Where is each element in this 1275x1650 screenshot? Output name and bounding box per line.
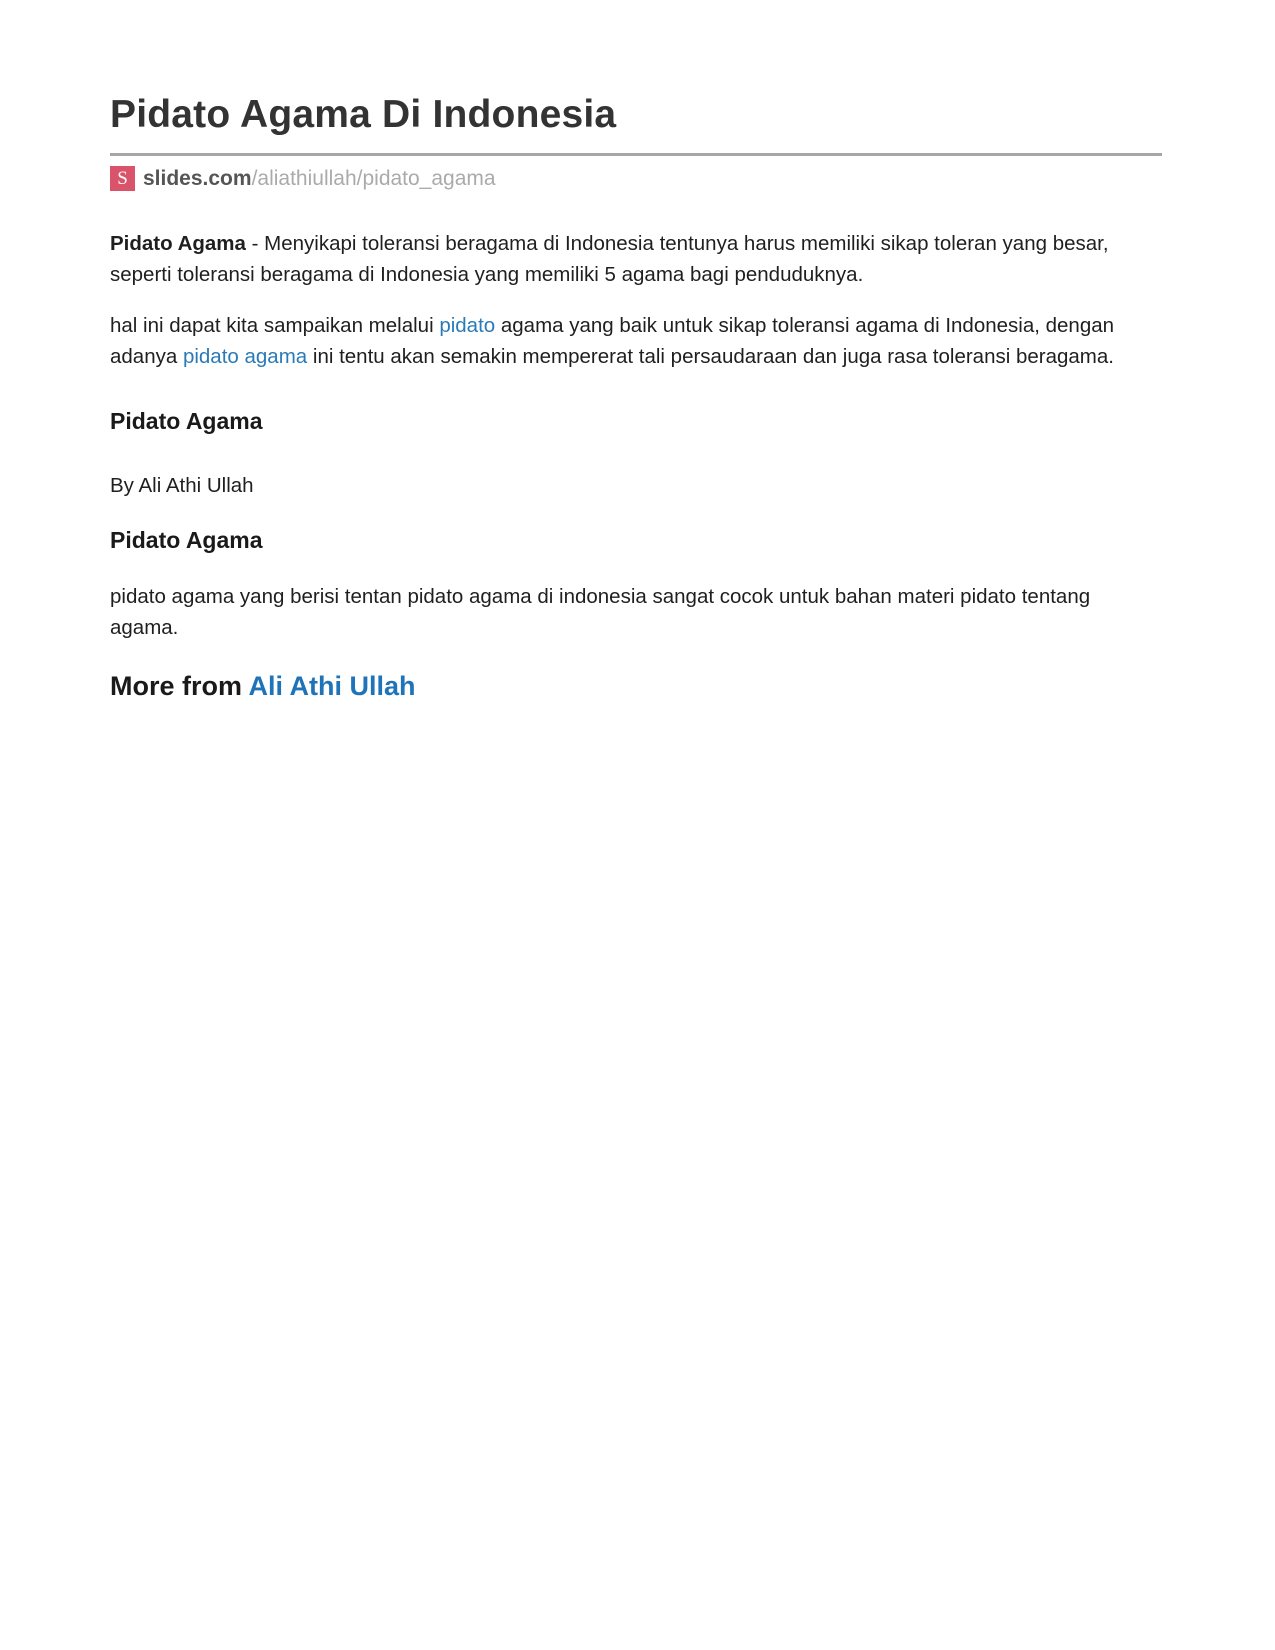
- title-divider: [110, 153, 1162, 156]
- more-from-heading: [110, 669, 1162, 703]
- source-path: /aliathiullah/pidato_agama: [251, 166, 496, 190]
- description-paragraph: pidato agama yang berisi tentan pidato agama di indonesia sangat cocok untuk bahan materi pidato tentang agama.: [110, 584, 1091, 639]
- body-paragraph: [110, 310, 1162, 372]
- pidato-link[interactable]: pidato: [439, 313, 496, 337]
- source-link[interactable]: [110, 166, 1162, 192]
- intro-text: - Menyikapi toleransi beragama di Indonesia tentunya harus memiliki sikap toleran yang besar, seperti toleransi beragama di Indonesia yang memiliki 5 agama bagi penduduknya.: [110, 231, 1109, 286]
- pidato-agama-link[interactable]: pidato agama: [182, 344, 308, 368]
- author-link[interactable]: Ali Athi Ullah: [248, 670, 416, 701]
- intro-paragraph: [110, 228, 1162, 290]
- page-title: Pidato Agama Di Indonesia: [110, 93, 617, 136]
- source-domain: slides.com: [143, 166, 252, 190]
- document-page: [110, 92, 1162, 703]
- description-heading: Pidato Agama: [110, 526, 263, 553]
- author-byline: By Ali Athi Ullah: [110, 473, 254, 497]
- slides-logo-icon: S: [110, 166, 135, 191]
- section-heading: Pidato Agama: [110, 407, 263, 434]
- more-from-label: More from: [110, 670, 249, 701]
- body-text-3: ini tentu akan semakin mempererat tali persaudaraan dan juga rasa toleransi beragama.: [307, 344, 1114, 368]
- intro-lead: Pidato Agama: [110, 231, 246, 255]
- body-text-1: hal ini dapat kita sampaikan melalui: [110, 313, 440, 337]
- body-text-2: agama yang baik untuk sikap toleransi agama di Indonesia, dengan adanya: [110, 313, 1115, 368]
